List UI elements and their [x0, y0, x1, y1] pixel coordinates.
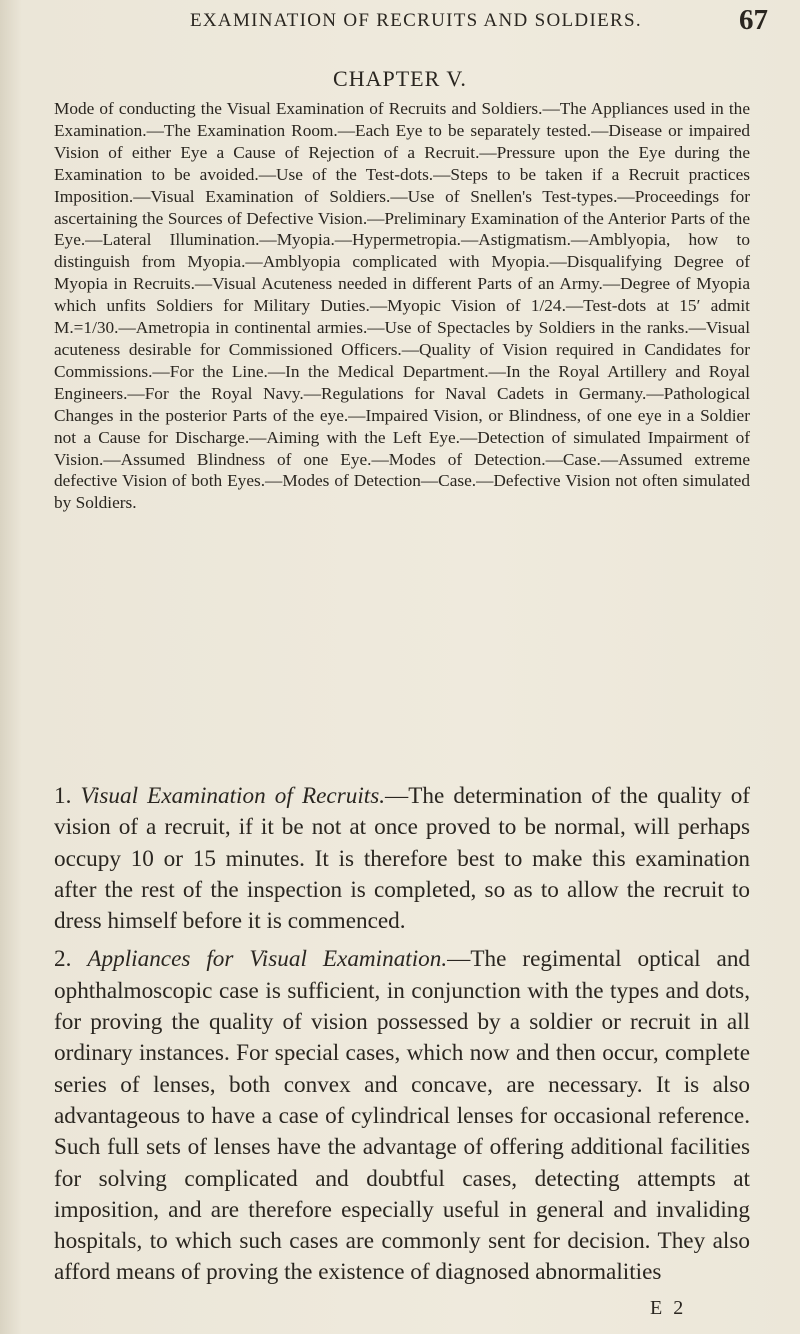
page-number: 67	[739, 4, 768, 36]
paragraph-2	[54, 944, 750, 1288]
signature-mark: E 2	[650, 1297, 687, 1319]
chapter-synopsis: Mode of conducting the Visual Examination of Recruits and Soldiers.—The Appliances used in the Examination.—The Examination Room.—Each Eye to be separately tested.—Disease or impaired Vision of either Eye a Cause of Rejection of a Recruit.—Pressure upon the Eye during the Examination to be avoided.—Use of the Test-dots.—Steps to be taken if a Recruit practices Imposition.—Visual Examination of Soldiers.—Use of Snellen's Test-types.—Proceedings for ascertaining the Sources of Defective Vision.—Preliminary Examination of the Anterior Parts of the Eye.—Lateral Illumination.—Myopia.—Hypermetropia.—Astigmatism.—Amblyopia, how to distinguish from Myopia.—Amblyopia complicated with Myopia.—Disqualifying Degree of Myopia in Recruits.—Visual Acuteness needed in different Parts of an Army.—Degree of Myopia which unfits Soldiers for Military Duties.—Myopic Vision of 1/24.—Test-dots at 15′ admit M.=1/30.—Ametropia in continental armies.—Use of Spectacles by Soldiers in the ranks.—Visual acuteness desirable for Commissioned Officers.—Quality of Vision required in Candidates for Commissions.—For the Line.—In the Medical Department.—In the Royal Artillery and Royal Engineers.—For the Royal Navy.—Regulations for Naval Cadets in Germany.—Pathological Changes in the posterior Parts of the eye.—Impaired Vision, or Blindness, of one eye in a Soldier not a Cause for Discharge.—Aiming with the Left Eye.—Detection of simulated Impairment of Vision.—Assumed Blindness of one Eye.—Modes of Detection.—Case.—Assumed extreme defective Vision of both Eyes.—Modes of Detection—Case.—Defective Vision not often simulated by Soldiers.	[54, 99, 750, 513]
paragraph-text: —The regimental optical and ophthalmoscopic case is sufficient, in conjunction with the types and dots, for proving the quality of vision possessed by a soldier or recruit in all ordinary instances. For special cases, which now and then occur, complete series of lenses, both convex and concave, are necessary. It is also advantageous to have a case of cylindrical lenses for occasional reference. Such full sets of lenses have the advantage of offering additional facilities for solving complicated and doubtful cases, detecting attempts at imposition, and are therefore especially useful in general and invaliding hospitals, to which such cases are commonly sent for decision. They also afford means of proving the existence of diagnosed abnormalities	[54, 946, 751, 1286]
paragraph-number: 2.	[54, 946, 72, 973]
running-head	[190, 4, 770, 44]
paragraph-heading: Appliances for Visual Examination.	[87, 946, 448, 973]
paragraph-text: —The determination of the quality of vision of a recruit, if it be not at once proved to be normal, will perhaps occupy 10 or 15 minutes. It is therefore best to make this examination after the rest of the inspection is completed, so as to allow the recruit to dress himself before it is commenced.	[54, 783, 751, 935]
running-head-title: EXAMINATION OF RECRUITS AND SOLDIERS.	[190, 10, 642, 31]
body-text	[54, 781, 750, 1296]
paragraph-1	[54, 781, 750, 937]
paragraph-heading: Visual Examination of Recruits.	[80, 783, 386, 809]
chapter-heading: CHAPTER V.	[333, 66, 467, 91]
paragraph-number: 1.	[54, 783, 72, 809]
